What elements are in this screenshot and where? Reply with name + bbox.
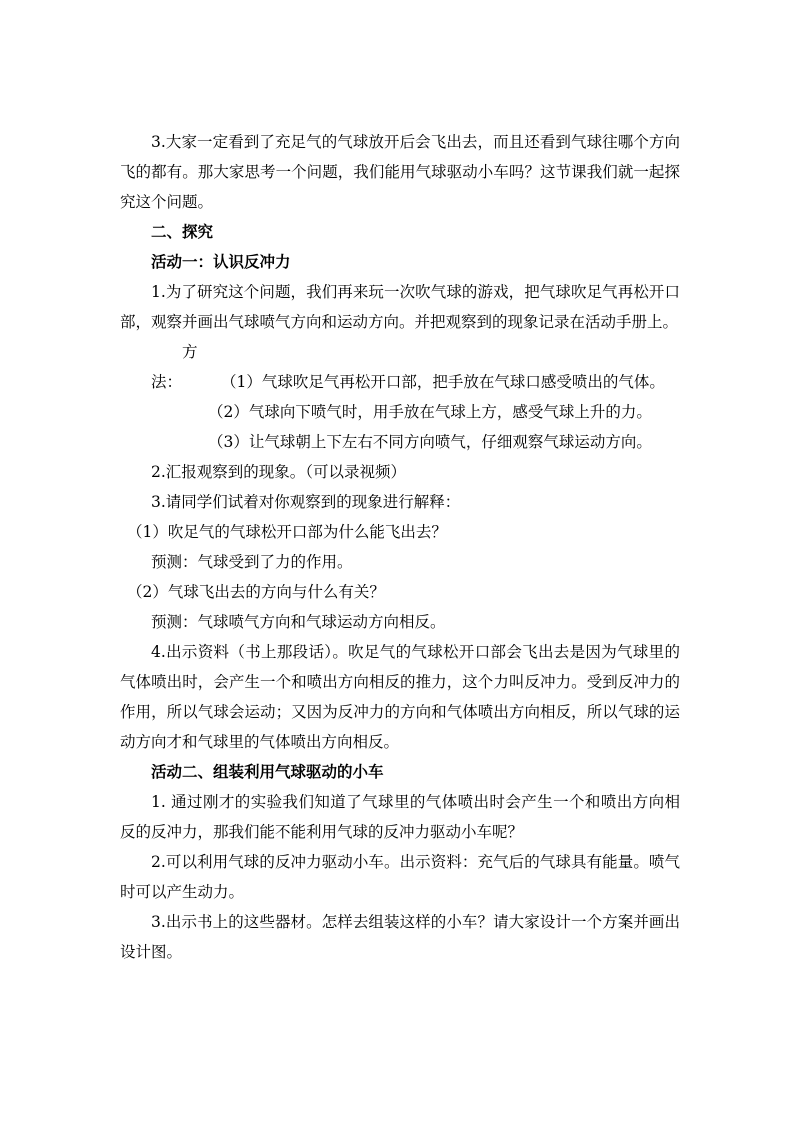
activity-2-step-1: 1. 通过刚才的实验我们知道了气球里的气体喷出时会产生一个和喷出方向相反的反冲力，那我们能不能利用气球的反冲力驱动小车呢？ (120, 793, 680, 841)
method-item-3: （3）让气球朝上下左右不同方向喷气，仔细观察气球运动方向。 (208, 433, 652, 451)
activity-1-step-4: 4.出示资料（书上那段话）。吹足气的气球松开口部会飞出去是因为气球里的气体喷出时，会产生一个和喷出方向相反的推力，这个力叫反冲力。受到反冲力的作用，所以气球会运动；又因为反冲力的方向和气体喷出方向相反，所以气球的运动方向才和气球里的气体喷出方向相反。 (120, 643, 680, 751)
activity-1-step-3: 3.请同学们试着对你观察到的现象进行解释： (151, 493, 461, 511)
document-body (120, 127, 680, 967)
activity-2-step-3: 3.出示书上的这些器材。怎样去组装这样的小车？请大家设计一个方案并画出设计图。 (120, 913, 680, 961)
activity-1-heading: 活动一：认识反冲力 (151, 252, 291, 271)
section-heading-explore: 二、探究 (151, 222, 214, 241)
activity-2-heading: 活动二、组装利用气球驱动的小车 (151, 762, 384, 781)
activity-1-step-2: 2.汇报观察到的现象。（可以录视频） (151, 463, 407, 481)
intro-paragraph-3: 3.大家一定看到了充足气的气球放开后会飞出去，而且还看到气球往哪个方向飞的都有。那大家思考一个问题，我们能用气球驱动小车吗？这节课我们就一起探究这个问题。 (120, 133, 680, 211)
method-line-1 (120, 337, 680, 397)
method-item-1: （1）气球吹足气再松开口部，把手放在气球口感受喷出的气体。 (221, 373, 665, 391)
activity-1-step-1: 1.为了研究这个问题，我们再来玩一次吹气球的游戏，把气球吹足气再松开口部，观察并画出气球喷气方向和运动方向。并把观察到的现象记录在活动手册上。 (120, 283, 680, 331)
question-2-prediction: 预测：气球喷气方向和气球运动方向相反。 (151, 613, 446, 631)
method-label: 方法： (151, 343, 198, 391)
method-item-2: （2）气球向下喷气时，用手放在气球上方，感受气球上升的力。 (208, 403, 652, 421)
question-1: （1）吹足气的气球松开口部为什么能飞出去？ (127, 523, 447, 541)
activity-2-step-2: 2.可以利用气球的反冲力驱动小车。出示资料：充气后的气球具有能量。喷气时可以产生动力。 (120, 853, 680, 901)
question-1-prediction: 预测：气球受到了力的作用。 (151, 553, 353, 571)
question-2: （2）气球飞出去的方向与什么有关？ (127, 583, 385, 601)
